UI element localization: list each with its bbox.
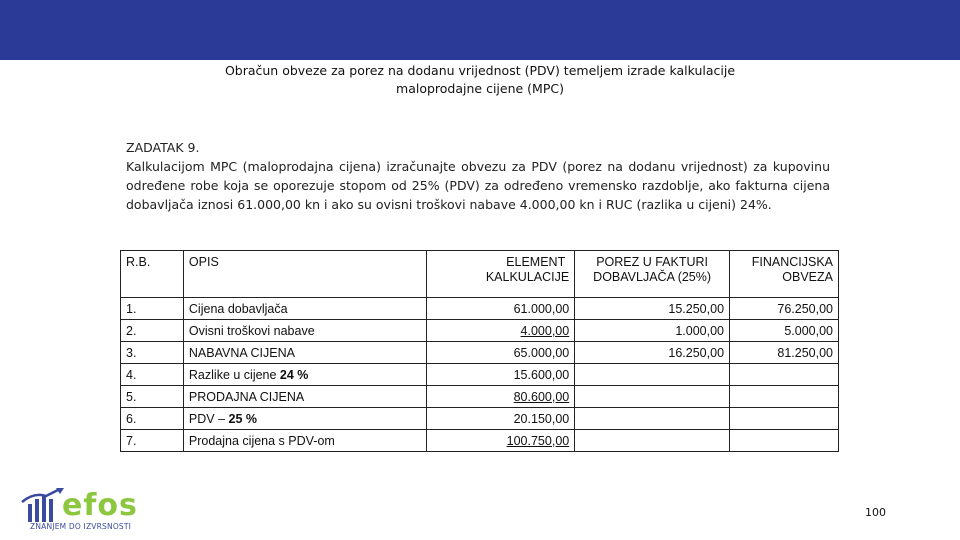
cell-rb: 3. [121, 342, 184, 364]
table-row [121, 342, 839, 364]
cell-rb: 1. [121, 298, 184, 320]
cell-opis-text: PDV – [188, 411, 229, 426]
cell-porez: 1.000,00 [575, 320, 730, 342]
cell-obveza [730, 364, 839, 386]
header-obveza-line-2: OBVEZA [782, 270, 833, 284]
cell-rb: 7. [121, 430, 184, 452]
header-opis: OPIS [183, 251, 426, 298]
cell-opis [183, 298, 426, 320]
cell-element: 20.150,00 [427, 408, 575, 430]
cell-obveza: 5.000,00 [730, 320, 839, 342]
cell-porez [575, 408, 730, 430]
cell-opis-text: NABAVNA CIJENA [188, 345, 295, 360]
cell-porez [575, 386, 730, 408]
cell-obveza: 76.250,00 [730, 298, 839, 320]
cell-element-value: 80.600,00 [513, 389, 570, 404]
cell-obveza [730, 408, 839, 430]
cell-porez: 16.250,00 [575, 342, 730, 364]
page-number: 100 [865, 506, 886, 519]
logo-tagline: ZNANJEM DO IZVRSNOSTI [30, 522, 132, 531]
cell-opis-text: Cijena dobavljača [188, 301, 288, 316]
title-line-2: maloprodajne cijene (MPC) [396, 81, 564, 96]
cell-element-value: 100.750,00 [506, 433, 570, 448]
page-title [130, 62, 830, 98]
cell-opis [183, 430, 426, 452]
cell-opis [183, 386, 426, 408]
task-heading: ZADATAK 9. [126, 140, 200, 155]
cell-opis-rate: 24 % [279, 367, 309, 382]
cell-obveza [730, 386, 839, 408]
table-header-row [121, 251, 839, 298]
cell-opis-text: Prodajna cijena s PDV-om [188, 433, 335, 448]
cell-element [427, 430, 575, 452]
table-row [121, 430, 839, 452]
cell-element [427, 386, 575, 408]
cell-opis [183, 320, 426, 342]
cell-rb: 6. [121, 408, 184, 430]
calculation-table [120, 250, 839, 452]
header-element-line-1: ELEMENT [506, 255, 566, 269]
logo-name: efos [62, 488, 138, 523]
title-line-1: Obračun obveze za porez na dodanu vrijednost (PDV) temeljem izrade kalkulacije [224, 63, 736, 78]
cell-opis [183, 364, 426, 386]
cell-opis-rate: 25 % [228, 411, 258, 426]
table-row [121, 364, 839, 386]
cell-obveza [730, 430, 839, 452]
cell-element: 15.600,00 [427, 364, 575, 386]
task-text [126, 138, 830, 214]
cell-opis-text: PRODAJNA CIJENA [188, 389, 305, 404]
cell-opis [183, 408, 426, 430]
header-element-line-2: KALKULACIJE [485, 270, 570, 284]
cell-element: 61.000,00 [427, 298, 575, 320]
header-obveza [730, 251, 839, 298]
cell-element [427, 320, 575, 342]
cell-porez [575, 364, 730, 386]
task-body: Kalkulacijom MPC (maloprodajna cijena) izračunajte obvezu za PDV (porez na dodanu vrijednost) za kupovinu određene robe koja se oporezuje stopom od 25% (PDV) za određeno vremensko razdoblje, ako fakturna cijena dobavljača iznosi 61.000,00 kn i ako su ovisni troškovi nabave 4.000,00 kn i RUC (razlika u cijeni) 24%. [126, 159, 830, 212]
cell-obveza: 81.250,00 [730, 342, 839, 364]
cell-element-value: 4.000,00 [520, 323, 570, 338]
cell-rb: 5. [121, 386, 184, 408]
header-element [427, 251, 575, 298]
top-banner [0, 0, 960, 60]
header-rb: R.B. [121, 251, 184, 298]
table-row [121, 386, 839, 408]
header-porez-line-2: DOBAVLJAČA (25%) [593, 270, 712, 284]
cell-rb: 4. [121, 364, 184, 386]
cell-opis-text: Razlike u cijene [188, 367, 280, 382]
cell-porez: 15.250,00 [575, 298, 730, 320]
cell-rb: 2. [121, 320, 184, 342]
table-row [121, 320, 839, 342]
cell-porez [575, 430, 730, 452]
table-row [121, 298, 839, 320]
cell-element: 65.000,00 [427, 342, 575, 364]
header-obveza-line-1: FINANCIJSKA [751, 255, 833, 269]
table-row [121, 408, 839, 430]
header-porez [575, 251, 730, 298]
cell-opis-text: Ovisni troškovi nabave [188, 323, 315, 338]
header-porez-line-1: POREZ U FAKTURI [596, 255, 709, 269]
cell-opis [183, 342, 426, 364]
